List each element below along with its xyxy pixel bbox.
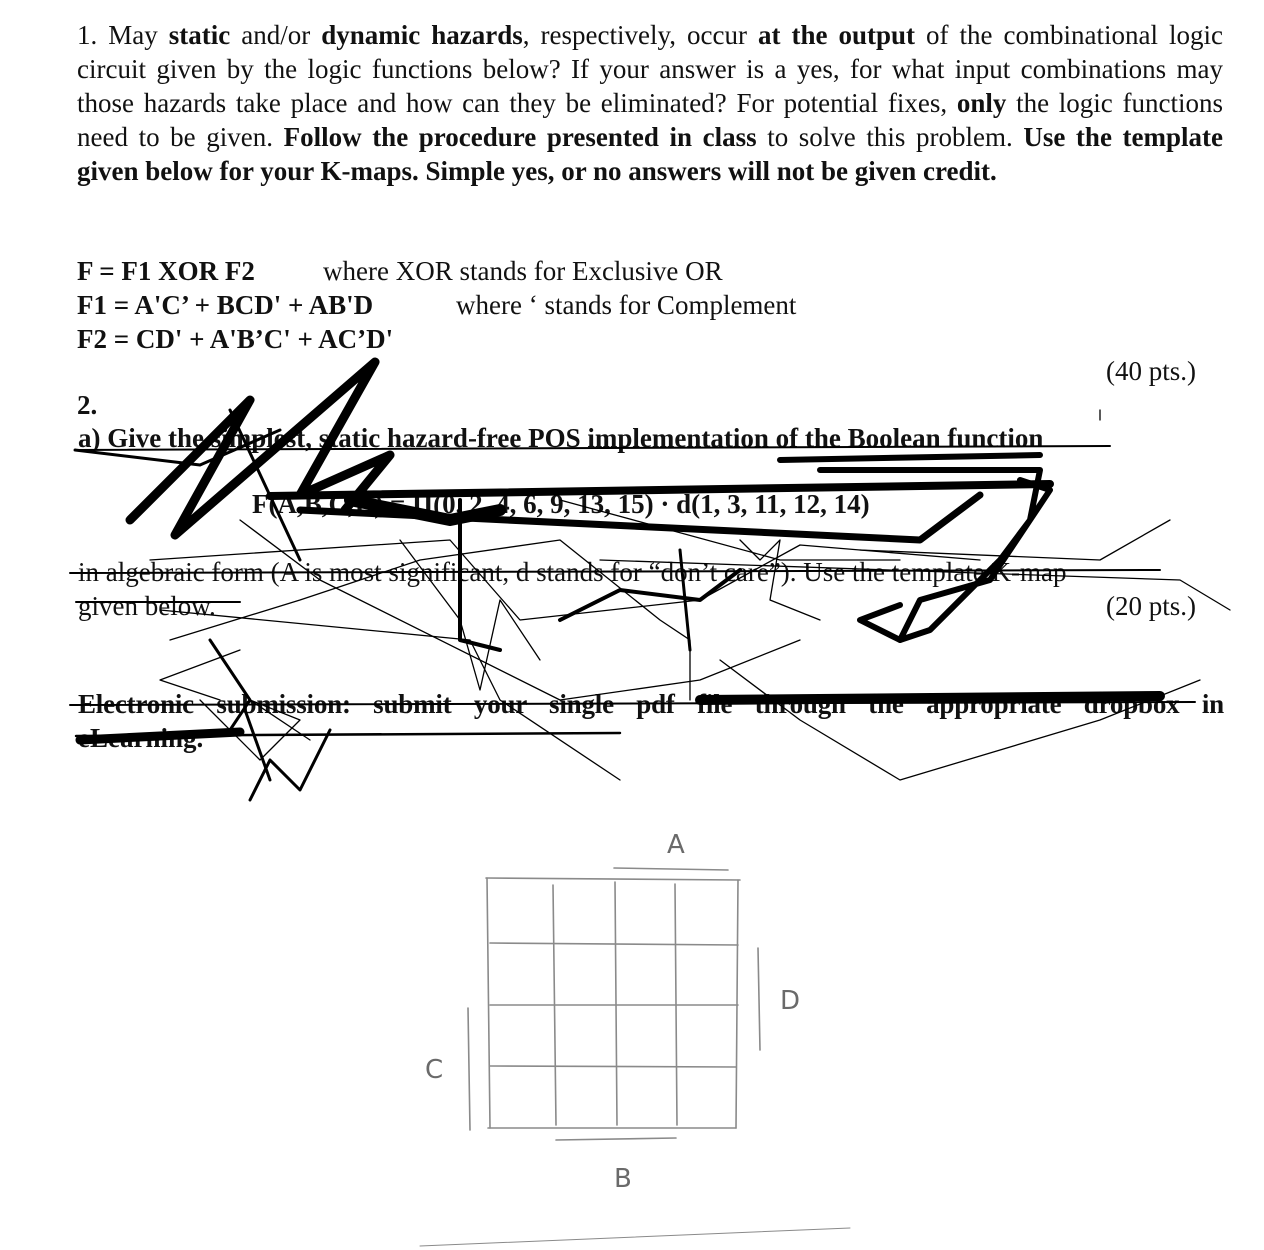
equation-f-note: where XOR stands for Exclusive OR [323, 256, 723, 286]
equation-f1-note: where ‘ stands for Complement [456, 290, 797, 320]
question-2-line-b: in algebraic form (A is most significant, d stands for “don’t care”). Use the template K-map [78, 557, 1067, 587]
equation-f2: F2 = CD' + A'B’C' + AC’D' [77, 324, 394, 354]
question-2-line-a: a) Give the simplest, static hazard-free POS implementation of the Boolean function [78, 423, 1044, 453]
submission-line-1: Electronic submission: submit your single pdf file through the appropriate dropbox in [78, 689, 1224, 719]
question-1-points: (40 pts.) [1106, 356, 1196, 386]
kmap-label-c: C [425, 1055, 444, 1085]
question-2-points: (20 pts.) [1106, 591, 1196, 621]
submission-line-2: eLearning. [78, 723, 204, 753]
kmap-label-a: A [667, 830, 685, 860]
question-2-formula: F(A,B,C,D) = Π(0, 2, 4, 6, 9, 13, 15) · d(1, 3, 11, 12, 14) [252, 489, 870, 519]
question-2-line-c: given below. [78, 591, 216, 621]
question-1-text: 1. May static and/or dynamic hazards, respectively, occur at the output of the combinational logic circuit given by the logic functions below? If your answer is a yes, for what input combinations may those hazards take place and how can they be eliminated? For potential fixes, only the logic functions need to be given. Follow the procedure presented in class to solve this problem. Use the template given below for your K-maps. Simple yes, or no answers will not be given credit. [77, 20, 1223, 186]
kmap-label-d: D [780, 986, 801, 1016]
kmap-label-b: B [614, 1164, 632, 1194]
equation-f: F = F1 XOR F2 where XOR stands for Exclusive OR [77, 256, 723, 286]
equation-f1: F1 = A'C’ + BCD' + AB'D where ‘ stands for Complement [77, 290, 797, 320]
question-2-number: 2. [77, 390, 98, 420]
